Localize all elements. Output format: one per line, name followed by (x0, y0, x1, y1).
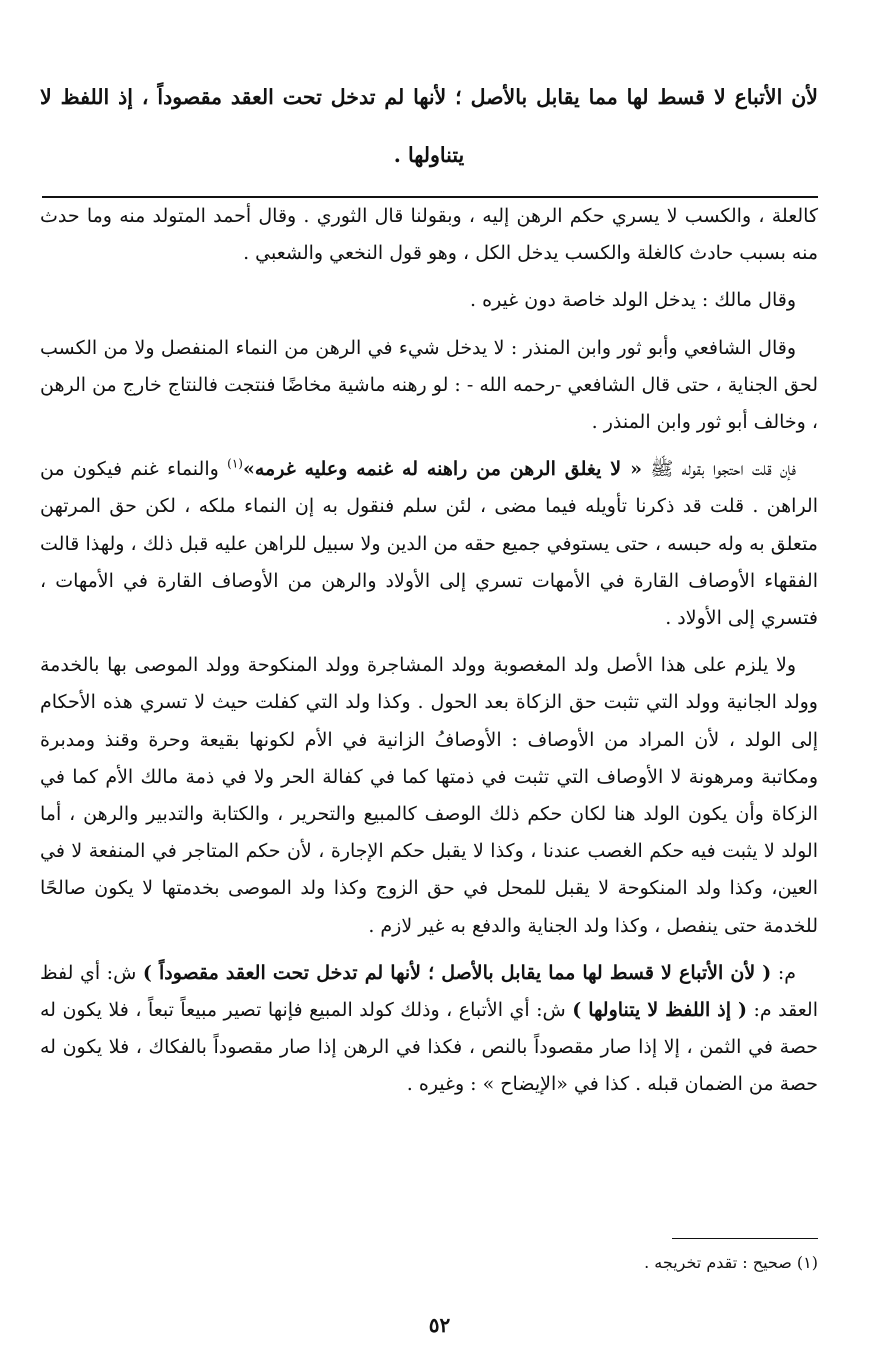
paragraph-3: وقال الشافعي وأبو ثور وابن المنذر : لا يدخل شيء في الرهن من النماء المنفصل ولا من الكسب لحق الجناية ، حتى قال الشافعي -رحمه الله - : لو رهنه ماشية مخاضًا فنتجت فالنتاج خارج من الرهن ، وخالف أبو ثور وابن المنذر . (40, 336, 818, 434)
paragraph-2: وقال مالك : يدخل الولد خاصة دون غيره . (470, 289, 796, 312)
matn-marker: م: (777, 961, 797, 984)
matn-quote-1: ( لأن الأتباع لا قسط لها مما يقابل بالأصل ؛ لأنها لم تدخل تحت العقد مقصوداً ) (142, 961, 772, 984)
paragraph-1: كالعلة ، والكسب لا يسري حكم الرهن إليه ، وبقولنا قال الثوري . وقال أحمد المتولد منه وما حدث منه بسبب حادث كالغلة والكسب يدخل الكل ، وهو قول النخعي والشعبي . (40, 205, 818, 265)
sharh-text-2: ش: أي الأتباع ، وذلك كولد المبيع فإنها تصير مبيعاً تبعاً ، فلا يكون له حصة في الثمن ، إلا إذا صار مقصوداً بالنص ، فكذا في الرهن إذا صار مقصوداً بالفكاك ، فلا يكون له حصة من الضمان قبله . كذا في «الإيضاح » : وغيره . (40, 999, 818, 1096)
sharh-text-1: ش: أي لفظ العقد م: (40, 961, 818, 1022)
footnote-marker: (١) (227, 456, 243, 471)
paragraph-4-lead: فإن قلت احتجوا بقوله ﷺ (650, 458, 796, 481)
footnote-rule (672, 1238, 818, 1239)
hadith-quote: « لا يغلق الرهن من راهنه له غنمه وعليه غرمه» (242, 458, 642, 481)
paragraph-4-rest: والنماء غنم فيكون من الراهن . قلت قد ذكرنا تأويله فيما مضى ، لئن سلم فنقول به إن النماء ملكه ، لكن حق المرتهن متعلق به وله حبسه ، حتى يستوفي جميع حقه من الدين ولا سبيل للراهن عليه قبل ذلك ، ولهذا قالت الفقهاء الأوصاف القارة في الأمهات تسري إلى الأولاد والرهن من الأوصاف القارة في الأمهات ، فتسري إلى الأولاد . (40, 458, 818, 630)
footnote: (١) صحيح : تقدم تخريجه . (644, 1253, 818, 1272)
paragraph-4 (40, 451, 818, 637)
paragraph-5: ولا يلزم على هذا الأصل ولد المغصوبة وولد المشاجرة وولد المنكوحة وولد الموصى بها بالخدمة وولد الجانية وولد التي تثبت حق الزكاة بعد الحول . وكذا ولد التي كفلت حيث لا تسري هذه الأحكام إلى الولد ، لأن المراد من الأوصاف : الأوصافُ الزانية في الأم لكونها بقيعة وحرة وقنذ ومدبرة ومكاتبة ومرهونة لا الأوصاف التي تثبت في ذمتها كما في كفالة الحر ولا في ذمة مالك الأم كما في الزكاة وأن يكون الولد هنا لكان حكم ذلك الوصف كالمبيع والتحرير ، والكتابة والتدبير والرهن ، أما الولد لا يثبت فيه حكم الغصب عندنا ، وكذا لا يقبل حكم الإجارة ، لأن حكم المتاجر في المنفعة لا في العين، وكذا ولد المنكوحة لا يقبل للمحل في حق الزوج وكذا ولد الموصى بخدمتها لا يكون صالحًا للخدمة حتى ينفصل ، وكذا ولد الجناية والدفع به غير لازم . (40, 654, 818, 937)
commentary (40, 198, 818, 1114)
matn-text: لأن الأتباع لا قسط لها مما يقابل بالأصل ؛ لأنها لم تدخل تحت العقد مقصوداً ، إذ اللفظ لا يتناولها . (40, 85, 818, 167)
page-number: ٥٢ (428, 1313, 451, 1337)
matn-quote-2: ( إذ اللفظ لا يتناولها ) (572, 999, 748, 1022)
paragraph-6 (40, 955, 818, 1104)
